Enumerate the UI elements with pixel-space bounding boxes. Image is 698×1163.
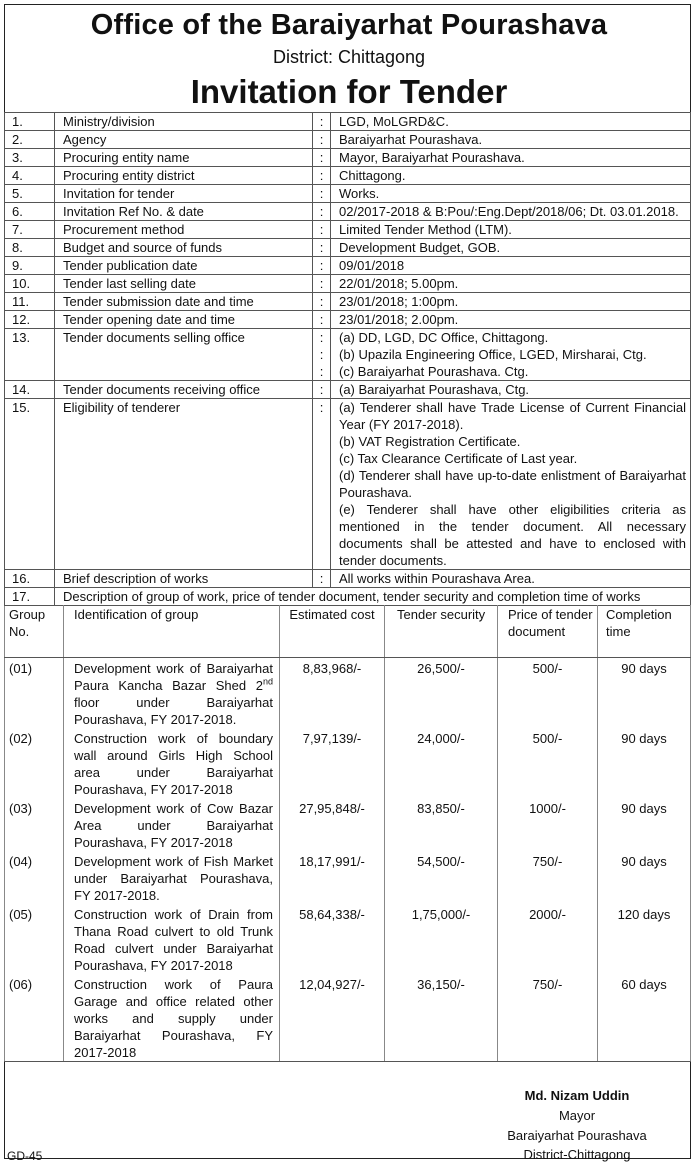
info-row	[5, 257, 691, 275]
group-number: (06)	[5, 974, 64, 1062]
row-number: 14.	[5, 381, 55, 399]
signatory-district: District-Chittagong	[523, 1147, 631, 1162]
row-value	[331, 149, 691, 167]
desc-text-rest: floor under Baraiyarhat Pourashava, FY 2017-2018.	[74, 695, 273, 727]
group-desc-text: Description of group of work, price of tender document, tender security and completion time of works	[55, 588, 691, 606]
row-number: 12.	[5, 311, 55, 329]
row-number: 3.	[5, 149, 55, 167]
info-row	[5, 149, 691, 167]
row-label: Invitation Ref No. & date	[55, 203, 313, 221]
eligibility-item: (a) Tenderer shall have Trade License of Current Financial Year (FY 2017-2018).	[339, 400, 686, 432]
desc-text: Construction work of boundary wall around Girls High School area under Baraiyarhat Pourashava, FY 2017-2018	[74, 731, 273, 797]
tender-security: 24,000/-	[385, 728, 498, 798]
eligibility-list	[331, 399, 691, 570]
row-colon	[313, 381, 331, 399]
value-line: 09/01/2018	[339, 258, 405, 273]
estimated-cost: 8,83,968/-	[280, 658, 385, 729]
info-row	[5, 167, 691, 185]
document-price: 500/-	[498, 728, 598, 798]
estimated-cost: 18,17,991/-	[280, 851, 385, 904]
info-row	[5, 293, 691, 311]
completion-time: 90 days	[598, 851, 691, 904]
works-header-row	[5, 606, 691, 658]
row-colon	[313, 167, 331, 185]
info-row	[5, 239, 691, 257]
row-colon	[313, 311, 331, 329]
row-label: Brief description of works	[55, 570, 313, 588]
row-label: Procuring entity name	[55, 149, 313, 167]
group-number: (03)	[5, 798, 64, 851]
info-row	[5, 311, 691, 329]
desc-superscript: nd	[262, 676, 273, 687]
row-colon	[313, 203, 331, 221]
document-price: 750/-	[498, 974, 598, 1062]
colon-mark: :	[319, 347, 324, 362]
desc-text: Development work of Cow Bazar Area under Baraiyarhat Pourashava, FY 2017-2018	[74, 801, 273, 850]
group-identification	[64, 798, 280, 851]
row-number: 13.	[5, 329, 55, 381]
row-number: 5.	[5, 185, 55, 203]
value-line: Chittagong.	[339, 168, 406, 183]
col-estimated-cost: Estimated cost	[280, 606, 385, 658]
row-number: 11.	[5, 293, 55, 311]
colon-mark: :	[319, 204, 324, 219]
desc-text: Construction work of Paura Garage and office related other works and supply under Baraiyarhat Pourashava, FY 2017-2018	[74, 977, 273, 1060]
row-label: Tender documents selling office	[55, 329, 313, 381]
group-desc-row	[5, 588, 691, 606]
row-number: 10.	[5, 275, 55, 293]
group-number: (05)	[5, 904, 64, 974]
works-row	[5, 904, 691, 974]
info-row	[5, 329, 691, 381]
eligibility-item: (b) VAT Registration Certificate.	[339, 434, 521, 449]
group-number: (04)	[5, 851, 64, 904]
completion-time: 90 days	[598, 798, 691, 851]
row-value	[331, 131, 691, 149]
row-colon	[313, 185, 331, 203]
row-label: Procuring entity district	[55, 167, 313, 185]
info-row	[5, 131, 691, 149]
eligibility-item: (c) Tax Clearance Certificate of Last year.	[339, 451, 578, 466]
value-line: (c) Baraiyarhat Pourashava. Ctg.	[339, 364, 529, 379]
brief-row	[5, 570, 691, 588]
notice-code: GD-45	[7, 1149, 43, 1163]
document-price: 1000/-	[498, 798, 598, 851]
row-value	[331, 257, 691, 275]
row-label: Tender submission date and time	[55, 293, 313, 311]
row-value	[331, 311, 691, 329]
row-label: Tender publication date	[55, 257, 313, 275]
row-number: 17.	[5, 588, 55, 606]
group-number: (01)	[5, 658, 64, 729]
colon-mark: :	[319, 168, 324, 183]
estimated-cost: 7,97,139/-	[280, 728, 385, 798]
colon-mark: :	[319, 382, 324, 397]
row-value	[331, 203, 691, 221]
value-line: Mayor, Baraiyarhat Pourashava.	[339, 150, 525, 165]
row-label: Ministry/division	[55, 113, 313, 131]
group-identification	[64, 728, 280, 798]
row-colon	[313, 275, 331, 293]
row-value: All works within Pourashava Area.	[331, 570, 691, 588]
group-identification	[64, 851, 280, 904]
row-value	[331, 167, 691, 185]
desc-text: Development work of Fish Market under Baraiyarhat Pourashava, FY 2017-2018.	[74, 854, 273, 903]
colon-mark: :	[319, 222, 324, 237]
col-completion: Completion time	[598, 606, 691, 658]
group-identification	[64, 658, 280, 729]
row-label: Budget and source of funds	[55, 239, 313, 257]
row-colon: :	[313, 399, 331, 570]
col-tender-security: Tender security	[385, 606, 498, 658]
col-price: Price of tender document	[498, 606, 598, 658]
row-number: 6.	[5, 203, 55, 221]
info-row	[5, 275, 691, 293]
colon-mark: :	[319, 150, 324, 165]
row-label: Agency	[55, 131, 313, 149]
colon-mark: :	[319, 240, 324, 255]
row-label: Procurement method	[55, 221, 313, 239]
colon-mark: :	[319, 276, 324, 291]
row-number: 9.	[5, 257, 55, 275]
info-row	[5, 381, 691, 399]
row-colon	[313, 257, 331, 275]
works-row	[5, 728, 691, 798]
row-colon	[313, 113, 331, 131]
works-row	[5, 658, 691, 729]
row-value	[331, 239, 691, 257]
row-value	[331, 275, 691, 293]
tender-security: 83,850/-	[385, 798, 498, 851]
desc-text: Construction work of Drain from Thana Road culvert to old Trunk Road culvert under Baraiyarhat Pourashava, FY 2017-2018	[74, 907, 273, 973]
row-colon	[313, 149, 331, 167]
estimated-cost: 27,95,848/-	[280, 798, 385, 851]
colon-mark: :	[319, 364, 324, 379]
document-price: 750/-	[498, 851, 598, 904]
estimated-cost: 12,04,927/-	[280, 974, 385, 1062]
row-label: Tender documents receiving office	[55, 381, 313, 399]
row-colon: :	[313, 570, 331, 588]
notice-title: Invitation for Tender	[190, 73, 508, 110]
colon-mark: :	[319, 258, 324, 273]
info-row	[5, 203, 691, 221]
row-number: 16.	[5, 570, 55, 588]
row-colon	[313, 239, 331, 257]
colon-mark: :	[319, 132, 324, 147]
group-identification	[64, 974, 280, 1062]
tender-security: 36,150/-	[385, 974, 498, 1062]
row-label: Tender opening date and time	[55, 311, 313, 329]
row-colon	[313, 131, 331, 149]
colon-mark: :	[319, 330, 324, 345]
value-line: (a) DD, LGD, DC Office, Chittagong.	[339, 330, 549, 345]
document-price: 2000/-	[498, 904, 598, 974]
row-number: 7.	[5, 221, 55, 239]
value-line: (b) Upazila Engineering Office, LGED, Mirsharai, Ctg.	[339, 347, 647, 362]
tender-info-table	[4, 112, 691, 606]
signatory-name: Md. Nizam Uddin	[524, 1088, 630, 1103]
row-value	[331, 185, 691, 203]
value-line: LGD, MoLGRD&C.	[339, 114, 449, 129]
desc-text: Development work of Baraiyarhat Paura Kancha Bazar Shed 2	[74, 661, 273, 693]
row-label: Tender last selling date	[55, 275, 313, 293]
info-row	[5, 113, 691, 131]
colon-mark: :	[319, 114, 324, 129]
info-row	[5, 221, 691, 239]
colon-mark: :	[319, 294, 324, 309]
completion-time: 90 days	[598, 728, 691, 798]
signatory-title: Mayor	[558, 1108, 596, 1123]
value-line: Baraiyarhat Pourashava.	[339, 132, 483, 147]
signatory-org: Baraiyarhat Pourashava	[507, 1128, 647, 1143]
col-identification: Identification of group	[64, 606, 280, 658]
completion-time: 120 days	[598, 904, 691, 974]
group-number: (02)	[5, 728, 64, 798]
row-colon	[313, 221, 331, 239]
row-value	[331, 221, 691, 239]
row-number: 15.	[5, 399, 55, 570]
row-colon	[313, 329, 331, 381]
row-number: 1.	[5, 113, 55, 131]
tender-security: 26,500/-	[385, 658, 498, 729]
estimated-cost: 58,64,338/-	[280, 904, 385, 974]
row-number: 2.	[5, 131, 55, 149]
row-value	[331, 113, 691, 131]
value-line: 23/01/2018; 1:00pm.	[339, 294, 459, 309]
works-table	[4, 605, 691, 1062]
row-number: 4.	[5, 167, 55, 185]
value-line: Development Budget, GOB.	[339, 240, 501, 255]
tender-security: 1,75,000/-	[385, 904, 498, 974]
district-line: District: Chittagong	[272, 47, 426, 67]
col-group-no: Group No.	[5, 606, 64, 658]
document-price: 500/-	[498, 658, 598, 729]
group-identification	[64, 904, 280, 974]
colon-mark: :	[319, 186, 324, 201]
row-value	[331, 329, 691, 381]
value-line: Limited Tender Method (LTM).	[339, 222, 512, 237]
value-line: 23/01/2018; 2.00pm.	[339, 312, 459, 327]
eligibility-item: (e) Tenderer shall have other eligibilities criteria as mentioned in the tender document. All necessary documents shall be attested and have to enclosed with tender documents.	[339, 502, 686, 568]
completion-time: 90 days	[598, 658, 691, 729]
completion-time: 60 days	[598, 974, 691, 1062]
info-row	[5, 185, 691, 203]
row-value	[331, 381, 691, 399]
works-row	[5, 798, 691, 851]
row-value	[331, 293, 691, 311]
eligibility-item: (d) Tenderer shall have up-to-date enlistment of Baraiyarhat Pourashava.	[339, 468, 686, 500]
tender-security: 54,500/-	[385, 851, 498, 904]
works-row	[5, 974, 691, 1062]
row-label: Eligibility of tenderer	[55, 399, 313, 570]
row-number: 8.	[5, 239, 55, 257]
colon-mark: :	[319, 312, 324, 327]
row-colon	[313, 293, 331, 311]
row-label: Invitation for tender	[55, 185, 313, 203]
value-line: (a) Baraiyarhat Pourashava, Ctg.	[339, 382, 530, 397]
eligibility-row	[5, 399, 691, 570]
works-row	[5, 851, 691, 904]
office-title: Office of the Baraiyarhat Pourashava	[90, 9, 608, 41]
value-line: 22/01/2018; 5.00pm.	[339, 276, 459, 291]
value-line: Works.	[339, 186, 380, 201]
value-line: 02/2017-2018 & B:Pou/:Eng.Dept/2018/06; Dt. 03.01.2018.	[339, 204, 679, 219]
